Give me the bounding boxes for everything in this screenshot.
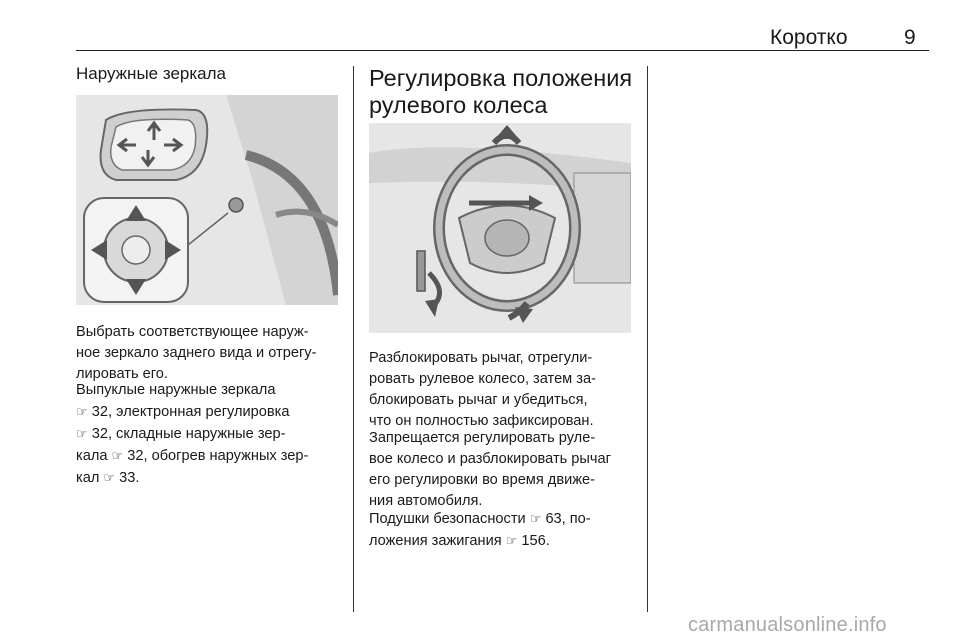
mirror-drawing — [76, 95, 338, 305]
xref-icon: ☞ — [103, 470, 116, 485]
heading-line: рулевого колеса — [369, 92, 548, 118]
text-line — [76, 445, 308, 467]
mirror-illustration — [76, 95, 338, 305]
xref-icon: ☞ — [76, 426, 88, 441]
text-line — [76, 401, 308, 423]
text-fragment: кала — [76, 448, 112, 464]
text-line: Разблокировать рычаг, отрегули- — [369, 350, 593, 366]
text-line: что он полностью зафиксирован. — [369, 413, 594, 429]
text-fragment: Подушки безопасности — [369, 511, 530, 527]
mirror-references-paragraph — [76, 380, 308, 489]
section-heading-mirrors: Наружные зеркала — [76, 64, 226, 83]
xref-page[interactable]: 63 — [545, 511, 562, 527]
column-divider-right — [647, 66, 648, 612]
running-header-title: Коротко — [770, 26, 848, 49]
text-fragment: , обогрев наружных зер- — [143, 448, 309, 464]
text-fragment: , складные наружные зер- — [107, 426, 286, 442]
text-fragment: ложения зажигания — [369, 533, 506, 549]
text-line — [369, 530, 591, 552]
text-line: ния автомобиля. — [369, 493, 483, 509]
xref-page[interactable]: 156 — [521, 533, 546, 549]
text-line: лировать его. — [76, 366, 168, 382]
text-line: блокировать рычаг и убедиться, — [369, 392, 588, 408]
xref-icon: ☞ — [529, 511, 542, 526]
section-heading-steering — [369, 65, 649, 119]
column-divider-left — [353, 66, 354, 612]
xref-page[interactable]: 33 — [119, 470, 136, 486]
xref-icon: ☞ — [111, 448, 124, 463]
steering-instruction-paragraph — [369, 348, 596, 432]
text-fragment: , электронная регулировка — [107, 404, 290, 420]
steering-wheel-illustration — [369, 123, 631, 333]
xref-page[interactable]: 32 — [91, 426, 108, 442]
steering-warning-paragraph — [369, 428, 611, 512]
text-fragment: , по- — [561, 511, 591, 527]
text-fragment: . — [545, 533, 550, 549]
xref-icon: ☞ — [76, 404, 88, 419]
xref-page[interactable]: 32 — [127, 448, 144, 464]
xref-page[interactable]: 32 — [91, 404, 108, 420]
text-line: Запрещается регулировать руле- — [369, 430, 596, 446]
page-number: 9 — [904, 26, 916, 49]
heading-line: Регулировка положения — [369, 65, 633, 91]
text-line — [76, 467, 308, 489]
xref-icon: ☞ — [505, 533, 518, 548]
header-rule — [76, 50, 929, 51]
watermark: carmanualsonline.info — [688, 614, 887, 636]
steering-drawing — [369, 123, 631, 333]
steering-references-paragraph — [369, 508, 591, 552]
text-line: вое колесо и разблокировать рычаг — [369, 451, 611, 467]
text-line — [369, 508, 591, 530]
text-fragment: кал — [76, 470, 104, 486]
mirror-instruction-paragraph — [76, 322, 316, 385]
text-line: ное зеркало заднего вида и отрегу- — [76, 345, 317, 361]
text-line — [76, 423, 308, 445]
text-line: Выпуклые наружные зеркала — [76, 382, 276, 398]
text-line: Выбрать соответствующее наруж- — [76, 324, 309, 340]
text-fragment: . — [135, 470, 140, 486]
text-line: ровать рулевое колесо, затем за- — [369, 371, 596, 387]
text-line: его регулировки во время движе- — [369, 472, 595, 488]
